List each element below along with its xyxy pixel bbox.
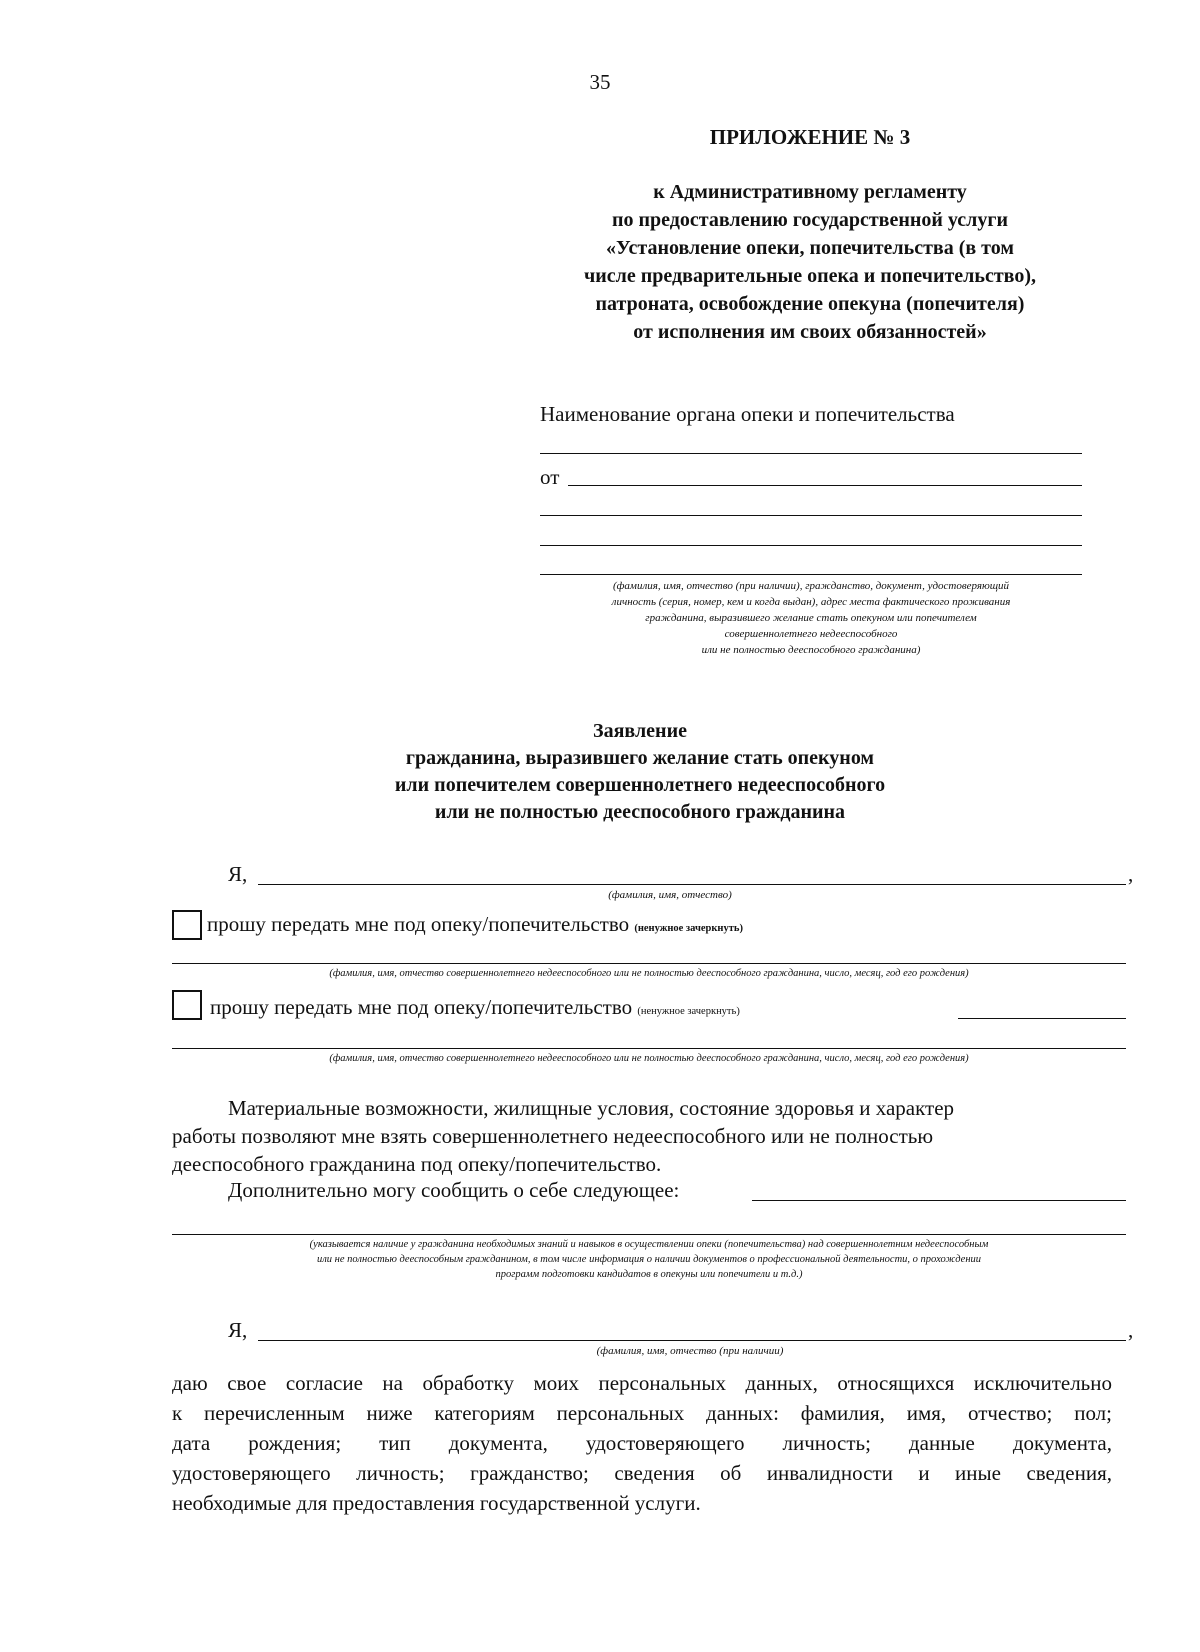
note-line: или не полностью дееспособным гражданином, в том числе информация о наличии документов о профессиональной деятельности, о прохождении <box>316 1254 982 1265</box>
statement-heading: Заявление <box>593 720 687 742</box>
note-line: гражданина, выразившего желание стать опекуном или попечителем <box>645 612 977 624</box>
consent-name-line[interactable] <box>258 1340 1126 1341</box>
consent-comma: , <box>1128 1318 1134 1342</box>
consent-line: необходимые для предоставления государственной услуги. <box>172 1491 701 1515</box>
applicant-name-note: (фамилия, имя, отчество) <box>608 889 732 901</box>
consent-line: удостоверяющего личность; гражданство; сведения об инвалидности и иные сведения, <box>172 1461 1112 1485</box>
body-line: дееспособного гражданина под опеку/попечительство. <box>172 1152 662 1176</box>
org-name-line[interactable] <box>540 453 1082 454</box>
consent-text <box>172 1368 1112 1518</box>
additional-line-2[interactable] <box>172 1234 1126 1235</box>
note-line: совершеннолетнего недееспособного <box>724 628 898 640</box>
statement-line: гражданина, выразившего желание стать опекуном <box>405 747 875 769</box>
request-1-hint: (ненужное зачеркнуть) <box>634 923 743 934</box>
applicant-ya: Я, <box>228 862 248 886</box>
additional-line-1[interactable] <box>752 1200 1126 1201</box>
request-2-text <box>210 995 740 1020</box>
request-1-text <box>207 912 743 937</box>
body-line: Материальные возможности, жилищные условия, состояние здоровья и характер <box>228 1096 955 1120</box>
statement-line: или не полностью дееспособного гражданина <box>434 801 846 823</box>
request-1-checkbox[interactable] <box>172 910 202 940</box>
request-2-line[interactable] <box>172 1048 1126 1049</box>
request-1-label: прошу передать мне под опеку/попечительство <box>207 912 630 936</box>
request-2-hint: (ненужное зачеркнуть) <box>637 1006 740 1017</box>
additional-label: Дополнительно могу сообщить о себе следующее: <box>228 1178 680 1202</box>
request-2-label: прошу передать мне под опеку/попечительство <box>210 995 633 1019</box>
request-2-checkbox[interactable] <box>172 990 202 1020</box>
applicant-name-line[interactable] <box>258 884 1126 885</box>
note-line: программ подготовки кандидатов в опекуны или попечители и т.д.) <box>495 1269 803 1280</box>
from-line-1[interactable] <box>568 485 1082 486</box>
body-line: работы позволяют мне взять совершеннолетнего недееспособного или не полностью <box>172 1124 934 1148</box>
subtitle-line: по предоставлению государственной услуги <box>611 209 1009 231</box>
body-paragraph <box>172 1094 1132 1178</box>
request-1-line[interactable] <box>172 963 1126 964</box>
consent-name-note: (фамилия, имя, отчество (при наличии) <box>596 1345 784 1357</box>
from-line-2[interactable] <box>540 515 1082 516</box>
org-label: Наименование органа опеки и попечительства <box>540 402 955 426</box>
from-line-4[interactable] <box>540 574 1082 575</box>
appendix-subtitle <box>520 178 1100 346</box>
request-2-note: (фамилия, имя, отчество совершеннолетнего недееспособного или не полностью дееспособного гражданина, число, месяц, год его рождения) <box>329 1053 969 1064</box>
subtitle-line: числе предварительные опека и попечительство), <box>583 265 1036 287</box>
additional-note <box>172 1237 1126 1282</box>
page-number: 35 <box>589 70 611 94</box>
recipient-note <box>540 578 1082 658</box>
appendix-title: ПРИЛОЖЕНИЕ № 3 <box>709 125 911 149</box>
from-line-3[interactable] <box>540 545 1082 546</box>
applicant-comma: , <box>1128 862 1134 886</box>
consent-ya: Я, <box>228 1318 248 1342</box>
subtitle-line: к Административному регламенту <box>653 181 967 203</box>
statement-line: или попечителем совершеннолетнего недееспособного <box>394 774 886 796</box>
subtitle-line: от исполнения им своих обязанностей» <box>633 321 987 343</box>
note-line: (указывается наличие у гражданина необходимых знаний и навыков в осуществлении опеки (попечительства) над совершеннолетним недееспособным <box>309 1239 989 1250</box>
note-line: или не полностью дееспособного гражданина) <box>701 644 921 656</box>
from-label: от <box>540 465 560 489</box>
note-line: (фамилия, имя, отчество (при наличии), гражданство, документ, удостоверяющий <box>612 580 1010 592</box>
subtitle-line: «Установление опеки, попечительства (в том <box>606 237 1014 259</box>
consent-line: дата рождения; тип документа, удостоверяющего личность; данные документа, <box>172 1431 1112 1455</box>
consent-line: к перечисленным ниже категориям персональных данных: фамилия, имя, отчество; пол; <box>172 1401 1112 1425</box>
request-1-note: (фамилия, имя, отчество совершеннолетнего недееспособного или не полностью дееспособного гражданина, число, месяц, год его рождения) <box>329 968 969 979</box>
request-2-short-line[interactable] <box>958 1018 1126 1019</box>
note-line: личность (серия, номер, кем и когда выдан), адрес места фактического проживания <box>611 596 1011 608</box>
consent-line: даю свое согласие на обработку моих персональных данных, относящихся исключительно <box>172 1371 1112 1395</box>
statement-title <box>280 718 1000 826</box>
subtitle-line: патроната, освобождение опекуна (попечителя) <box>595 293 1025 315</box>
